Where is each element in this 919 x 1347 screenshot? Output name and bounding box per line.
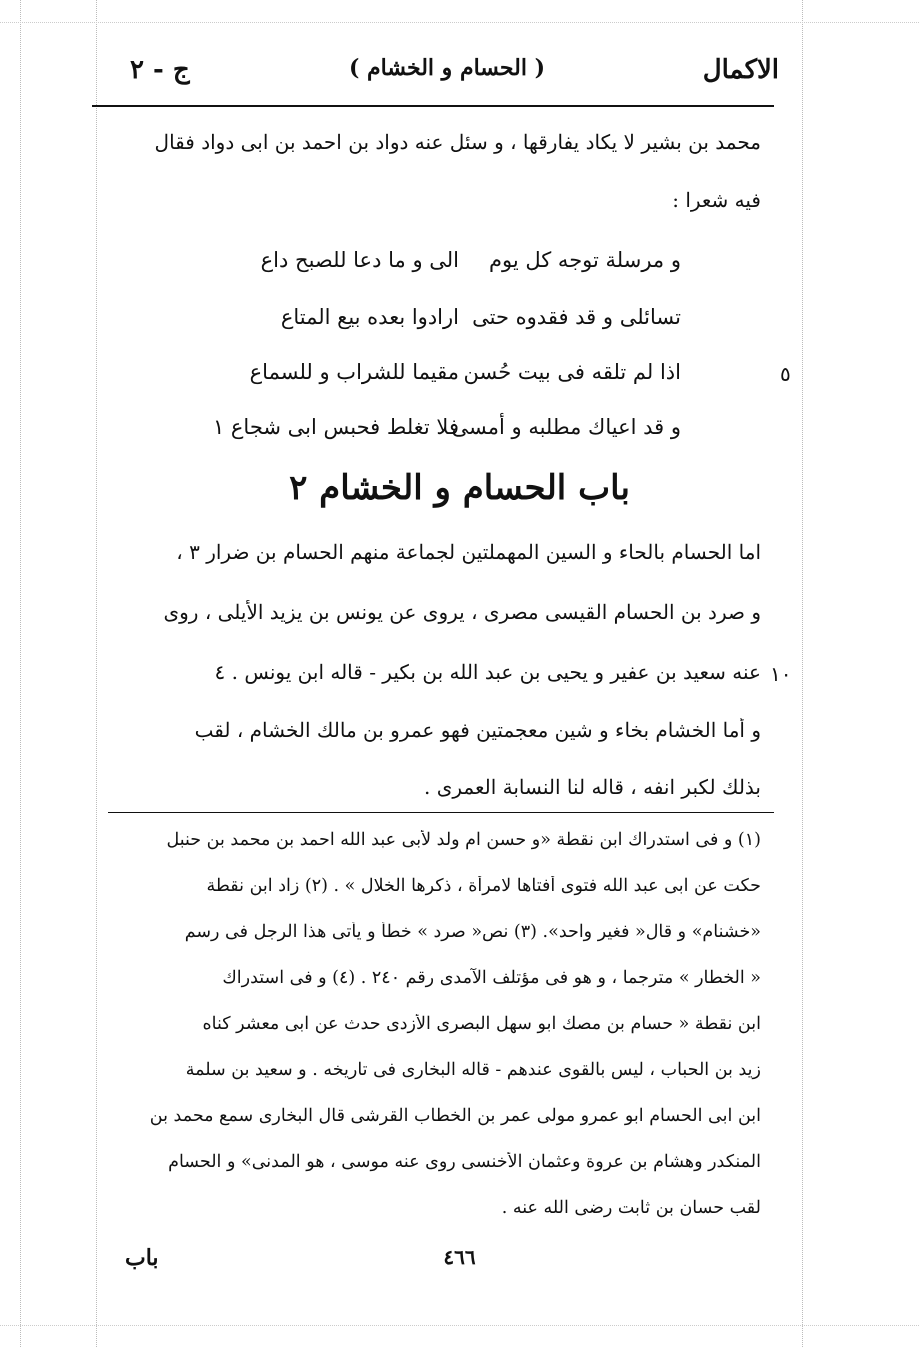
scan-guide-line	[0, 22, 919, 23]
footnote-line: (١) و فى استدراك ابن نقطة «و حسن ام ولد لأبى عبد الله احمد بن محمد بن حنبل	[166, 830, 761, 850]
poem-hemistich: الى و ما دعا للصبح داع	[260, 248, 459, 272]
text-line: عنه سعيد بن عفير و يحيى بن عبد الله بن بكير - قاله ابن يونس . ٤	[214, 660, 761, 684]
scan-guide-line	[20, 0, 21, 1347]
poem-hemistich: اذا لم تلقه فى بيت حُسن	[463, 360, 681, 384]
text-line: بذلك لكبر انفه ، قاله لنا النسابة العمرى .	[423, 775, 761, 799]
footnote-line: لقب حسان بن ثابت رضى الله عنه .	[501, 1198, 761, 1218]
catchword: باب	[125, 1245, 159, 1271]
poem-hemistich: ارادوا بعده بيع المتاع	[280, 305, 459, 329]
footnote-rule	[108, 812, 774, 813]
text-line: و أما الخشام بخاء و شين معجمتين فهو عمرو بن مالك الخشام ، لقب	[194, 718, 761, 742]
footnote-line: ابن نقطة « حسام بن مصك ابو سهل البصرى الأزدى حدث عن ابى معشر كناه	[202, 1014, 761, 1034]
text-line: محمد بن بشير لا يكاد يفارقها ، و سئل عنه دواد بن احمد بن ابى دواد فقال	[154, 130, 761, 154]
scan-guide-line	[96, 0, 97, 1347]
footnote-line: حكت عن ابى عبد الله فتوى أفتاها لامرأة ، ذكرها الخلال » . (٢) زاد ابن نقطة	[206, 876, 761, 896]
poem-hemistich: تسائلى و قد فقدوه حتى	[472, 305, 681, 329]
poem-hemistich: و مرسلة توجه كل يوم	[488, 248, 681, 272]
text-line: اما الحسام بالحاء و السين المهملتين لجماعة منهم الحسام بن ضرار ٣ ،	[176, 540, 761, 564]
running-header	[115, 55, 779, 95]
footnote-line: زيد بن الحباب ، ليس بالقوى عندهم - قاله البخارى فى تاريخه . و سعيد بن سلمة	[185, 1060, 761, 1080]
footnote-line: « الخطار » مترجما ، و هو فى مؤتلف الآمدى رقم ٢٤٠ . (٤) و فى استدراك	[222, 968, 761, 988]
text-line: فيه شعرا :	[672, 188, 761, 212]
line-number: ٥	[780, 362, 791, 386]
text-line: و صرد بن الحسام القيسى مصرى ، يروى عن يونس بن يزيد الأيلى ، روى	[163, 600, 761, 624]
section-title: ( الحسام و الخشام )	[348, 55, 546, 81]
poem-hemistich: فلا تغلط فحبس ابى شجاع ١	[212, 415, 459, 439]
footnote-line: ابن ابى الحسام ابو عمرو مولى عمر بن الخطاب القرشى قال البخارى سمع محمد بن	[149, 1106, 761, 1126]
scan-guide-line	[802, 0, 803, 1347]
footnote-line: المنكدر وهشام بن عروة وعثمان الأخنسى روى عنه موسى ، هو المدنى» و الحسام	[168, 1152, 761, 1172]
header-rule	[92, 105, 774, 107]
poem-hemistich: و قد اعياك مطلبه و أمسى	[451, 415, 681, 439]
poem-hemistich: مقيما للشراب و للسماع	[249, 360, 459, 384]
scan-guide-line	[0, 1325, 919, 1326]
footnote-line: «خشنام» و قال« فغير واحد». (٣) نص« صرد » خطأ و يأتى هذا الرجل فى رسم	[184, 922, 761, 942]
book-title: الاكمال	[702, 55, 779, 85]
page-number: ٤٦٦	[443, 1245, 476, 1269]
volume-number: ج - ٢	[130, 55, 190, 85]
line-number: ١٠	[770, 662, 792, 686]
chapter-heading: باب الحسام و الخشام ٢	[289, 468, 630, 508]
